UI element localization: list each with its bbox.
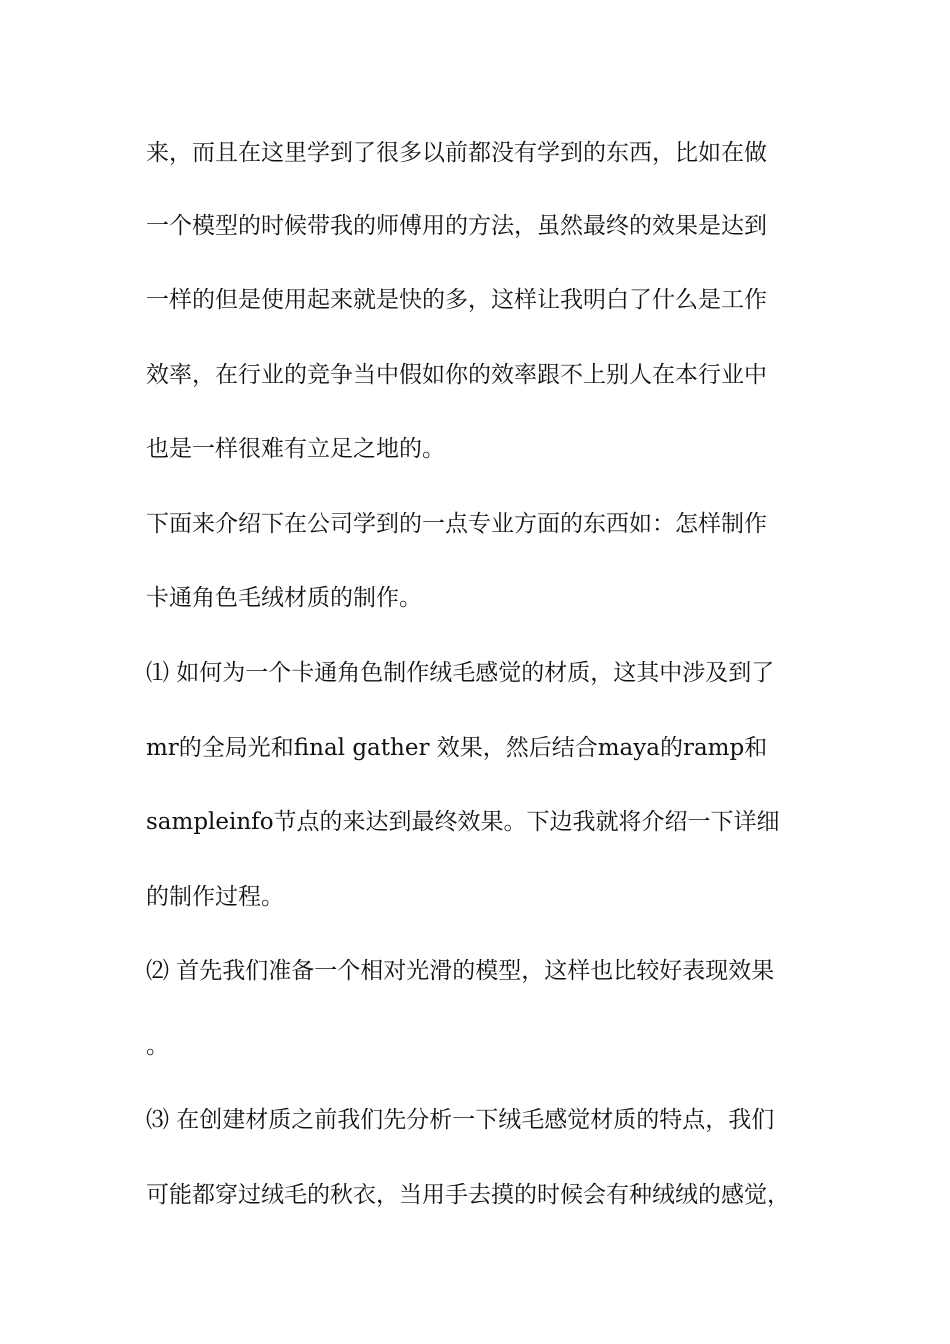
text-line: 效率，在行业的竞争当中假如你的效率跟不上别人在本行业中 (146, 362, 767, 388)
text-line: 。 (146, 1033, 169, 1059)
text-line: mr的全局光和final gather 效果，然后结合maya的ramp和 (146, 735, 768, 761)
text-line: 来，而且在这里学到了很多以前都没有学到的东西，比如在做 (146, 140, 767, 166)
text-line: 也是一样很难有立足之地的。 (146, 436, 445, 462)
text-line: 一个模型的时候带我的师傅用的方法，虽然最终的效果是达到 (146, 213, 767, 239)
text-line: 一样的但是使用起来就是快的多，这样让我明白了什么是工作 (146, 287, 767, 313)
text-line: 可能都穿过绒毛的秋衣，当用手去摸的时候会有种绒绒的感觉， (146, 1182, 790, 1208)
text-line: 卡通角色毛绒材质的制作。 (146, 585, 422, 611)
text-line: ⑵ 首先我们准备一个相对光滑的模型，这样也比较好表现效果 (146, 958, 775, 984)
text-line: sampleinfo节点的来达到最终效果。下边我就将介绍一下详细 (146, 809, 780, 835)
text-line: ⑴ 如何为一个卡通角色制作绒毛感觉的材质，这其中涉及到了 (146, 660, 775, 686)
text-line: 下面来介绍下在公司学到的一点专业方面的东西如：怎样制作 (146, 511, 767, 537)
text-line: 的制作过程。 (146, 884, 284, 910)
text-line: ⑶ 在创建材质之前我们先分析一下绒毛感觉材质的特点，我们 (146, 1107, 775, 1133)
